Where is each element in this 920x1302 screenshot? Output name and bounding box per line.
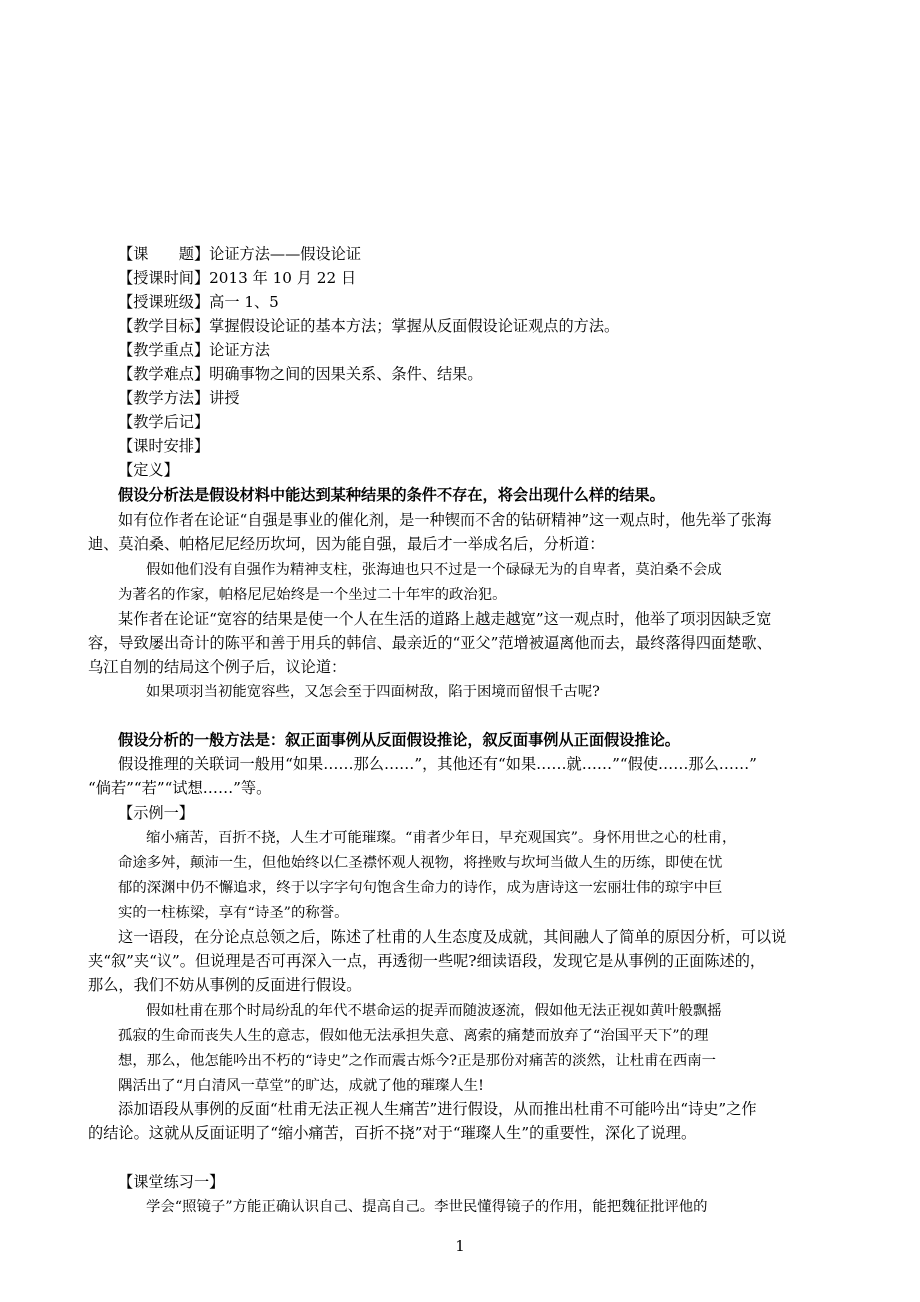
header-notes: 【教学后记】 [118,413,210,431]
example1-line4: 实的一柱栋梁，享有“诗圣”的称誉。 [118,905,349,921]
example2-line2: 孤寂的生命而丧失人生的意志，假如他无法承担失意、离索的痛楚而放弃了“治国平天下”的理 [118,1028,709,1044]
quote2: 如果项羽当初能宽容些，又怎会至于四面树敌，陷于困境而留恨千古呢? [146,684,600,700]
para2-line2: 容，导致屡出奇计的陈平和善于用兵的韩信、最亲近的“亚父”范增被逼离他而去，最终落得四面楚歌、 [88,634,772,652]
example1-label: 【示例一】 [118,804,194,822]
para3-line1: 假设推理的关联词一般用“如果……那么……”，其他还有“如果……就……”“假使……那么……” [118,755,757,773]
header-goal: 【教学目标】掌握假设论证的基本方法；掌握从反面假设论证观点的方法。 [118,317,620,335]
quote1-line2: 为著名的作家，帕格尼尼始终是一个坐过二十年牢的政治犯。 [118,587,507,603]
para4-line3: 那么，我们不妨从事例的反面进行假设。 [88,976,362,994]
example1-line1: 缩小痛苦，百折不挠，人生才可能璀璨。“甫者少年日，早充观国宾”。身怀用世之心的杜甫， [146,830,737,846]
example2-line3: 想，那么，他怎能吟出不朽的“诗史”之作而震古烁今?正是那份对痛苦的淡然，让杜甫在西南一 [118,1053,717,1069]
page-number: 1 [455,1237,465,1255]
header-class: 【授课班级】高一 1、5 [118,293,279,311]
example2-line1: 假如杜甫在那个时局纷乱的年代不堪命运的捉弄而随波逐流，假如他无法正视如黄叶般飘摇 [146,1003,722,1019]
header-method: 【教学方法】讲授 [118,389,240,407]
para2-line3: 乌江自刎的结局这个例子后，议论道： [88,658,347,676]
header-focus: 【教学重点】论证方法 [118,341,270,359]
para1-line1: 如有位作者在论证“自强是事业的催化剂，是一种锲而不舍的钻研精神”这一观点时，他先举了张海 [118,511,772,529]
quote1-line1: 假如他们没有自强作为精神支柱，张海迪也只不过是一个碌碌无为的自卑者，莫泊桑不会成 [146,562,722,578]
header-schedule: 【课时安排】 [118,437,210,455]
para4-line2: 夹“叙”夹“议”。但说理是否可再深入一点，再透彻一些呢?细读语段，发现它是从事例的正面陈述的， [88,952,766,970]
para3-line2: “倘若”“若”“试想……”等。 [88,779,272,797]
general-method: 假设分析的一般方法是：叙正面事例从反面假设推论，叙反面事例从正面假设推论。 [118,731,680,749]
definition-text: 假设分析法是假设材料中能达到某种结果的条件不存在，将会出现什么样的结果。 [118,486,665,504]
example1-line2: 命途多舛，颠沛一生，但他始终以仁圣襟怀观人视物，将挫败与坎坷当做人生的历练，即使在忧 [118,855,723,871]
para5-line1: 添加语段从事例的反面“杜甫无法正视人生痛苦”进行假设，从而推出杜甫不可能吟出“诗史”之作 [118,1100,757,1118]
exercise1-line1: 学会“照镜子”方能正确认识自己、提高自己。李世民懂得镜子的作用，能把魏征批评他的 [146,1199,708,1215]
header-difficulty: 【教学难点】明确事物之间的因果关系、条件、结果。 [118,365,483,383]
header-time: 【授课时间】2013 年 10 月 22 日 [118,269,357,287]
para4-line1: 这一语段，在分论点总领之后，陈述了杜甫的人生态度及成就，其间融人了简单的原因分析，可以说 [118,928,787,946]
header-topic: 【课 题】论证方法——假设论证 [118,245,361,263]
para5-line2: 的结论。这就从反面证明了“缩小痛苦，百折不挠”对于“璀璨人生”的重要性，深化了说理。 [88,1124,697,1142]
exercise1-label: 【课堂练习一】 [118,1173,225,1191]
definition-label: 【定义】 [118,461,179,479]
para1-line2: 迪、莫泊桑、帕格尼尼经历坎坷，因为能自强，最后才一举成名后，分析道： [88,535,605,553]
para2-line1: 某作者在论证“宽容的结果是使一个人在生活的道路上越走越宽”这一观点时，他举了项羽因缺乏宽 [118,610,772,628]
example2-line4: 隅活出了“月白清风一草堂”的旷达，成就了他的璀璨人生! [118,1078,484,1094]
example1-line3: 郁的深渊中仍不懈追求，终于以字字句句饱含生命力的诗作，成为唐诗这一宏丽壮伟的琼宇中巨 [118,880,723,896]
